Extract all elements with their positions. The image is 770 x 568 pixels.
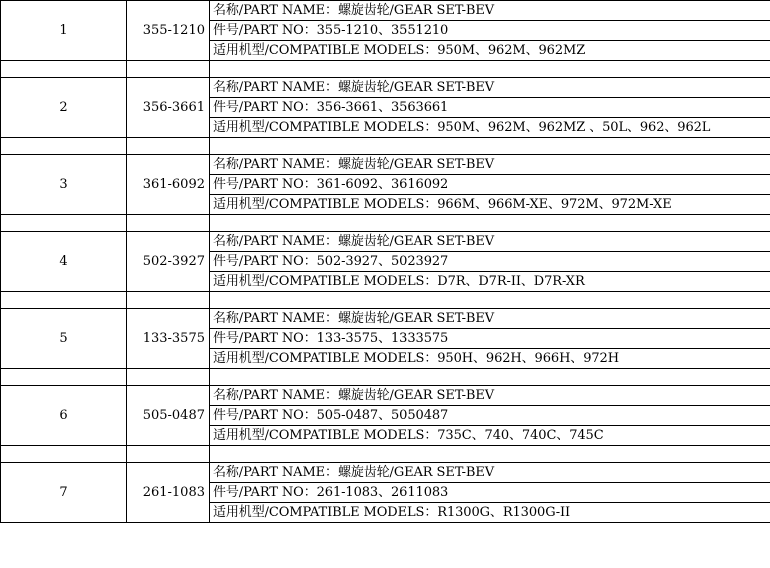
part-number-line: 件号/PART NO：355-1210、3551210 <box>210 21 770 41</box>
part-number-line: 件号/PART NO：261-1083、2611083 <box>210 483 770 503</box>
spacer-row <box>1 138 770 155</box>
compatible-models-line: 适用机型/COMPATIBLE MODELS：950M、962M、962MZ 、50L、962、962L <box>210 118 770 138</box>
item-part-number: 361-6092 <box>127 155 210 215</box>
table-row <box>1 386 770 406</box>
part-name-line: 名称/PART NAME：螺旋齿轮/GEAR SET-BEV <box>210 155 770 175</box>
table-row <box>1 232 770 252</box>
part-number-line: 件号/PART NO：133-3575、1333575 <box>210 329 770 349</box>
item-part-number: 502-3927 <box>127 232 210 292</box>
spacer-row <box>1 446 770 463</box>
compatible-models-line: 适用机型/COMPATIBLE MODELS：950M、962M、962MZ <box>210 41 770 61</box>
compatible-models-line: 适用机型/COMPATIBLE MODELS：966M、966M-XE、972M、972M-XE <box>210 195 770 215</box>
part-name-line: 名称/PART NAME：螺旋齿轮/GEAR SET-BEV <box>210 386 770 406</box>
part-name-line: 名称/PART NAME：螺旋齿轮/GEAR SET-BEV <box>210 232 770 252</box>
table-row <box>1 463 770 483</box>
item-part-number: 261-1083 <box>127 463 210 523</box>
compatible-models-line: 适用机型/COMPATIBLE MODELS：735C、740、740C、745C <box>210 426 770 446</box>
part-name-line: 名称/PART NAME：螺旋齿轮/GEAR SET-BEV <box>210 309 770 329</box>
table-row <box>1 1 770 21</box>
item-index: 4 <box>1 232 127 292</box>
item-part-number: 133-3575 <box>127 309 210 369</box>
item-part-number: 355-1210 <box>127 1 210 61</box>
compatible-models-line: 适用机型/COMPATIBLE MODELS：950H、962H、966H、972H <box>210 349 770 369</box>
spacer-row <box>1 369 770 386</box>
item-index: 5 <box>1 309 127 369</box>
item-part-number: 505-0487 <box>127 386 210 446</box>
part-number-line: 件号/PART NO：361-6092、3616092 <box>210 175 770 195</box>
part-number-line: 件号/PART NO：356-3661、3563661 <box>210 98 770 118</box>
table-row <box>1 309 770 329</box>
item-index: 1 <box>1 1 127 61</box>
item-index: 2 <box>1 78 127 138</box>
part-number-line: 件号/PART NO：502-3927、5023927 <box>210 252 770 272</box>
part-number-line: 件号/PART NO：505-0487、5050487 <box>210 406 770 426</box>
item-part-number: 356-3661 <box>127 78 210 138</box>
part-name-line: 名称/PART NAME：螺旋齿轮/GEAR SET-BEV <box>210 78 770 98</box>
table-row <box>1 78 770 98</box>
part-name-line: 名称/PART NAME：螺旋齿轮/GEAR SET-BEV <box>210 1 770 21</box>
compatible-models-line: 适用机型/COMPATIBLE MODELS：D7R、D7R-II、D7R-XR <box>210 272 770 292</box>
item-index: 7 <box>1 463 127 523</box>
spacer-row <box>1 61 770 78</box>
table-row <box>1 155 770 175</box>
part-name-line: 名称/PART NAME：螺旋齿轮/GEAR SET-BEV <box>210 463 770 483</box>
spacer-row <box>1 292 770 309</box>
item-index: 3 <box>1 155 127 215</box>
spacer-row <box>1 215 770 232</box>
item-index: 6 <box>1 386 127 446</box>
compatible-models-line: 适用机型/COMPATIBLE MODELS：R1300G、R1300G-II <box>210 503 770 523</box>
